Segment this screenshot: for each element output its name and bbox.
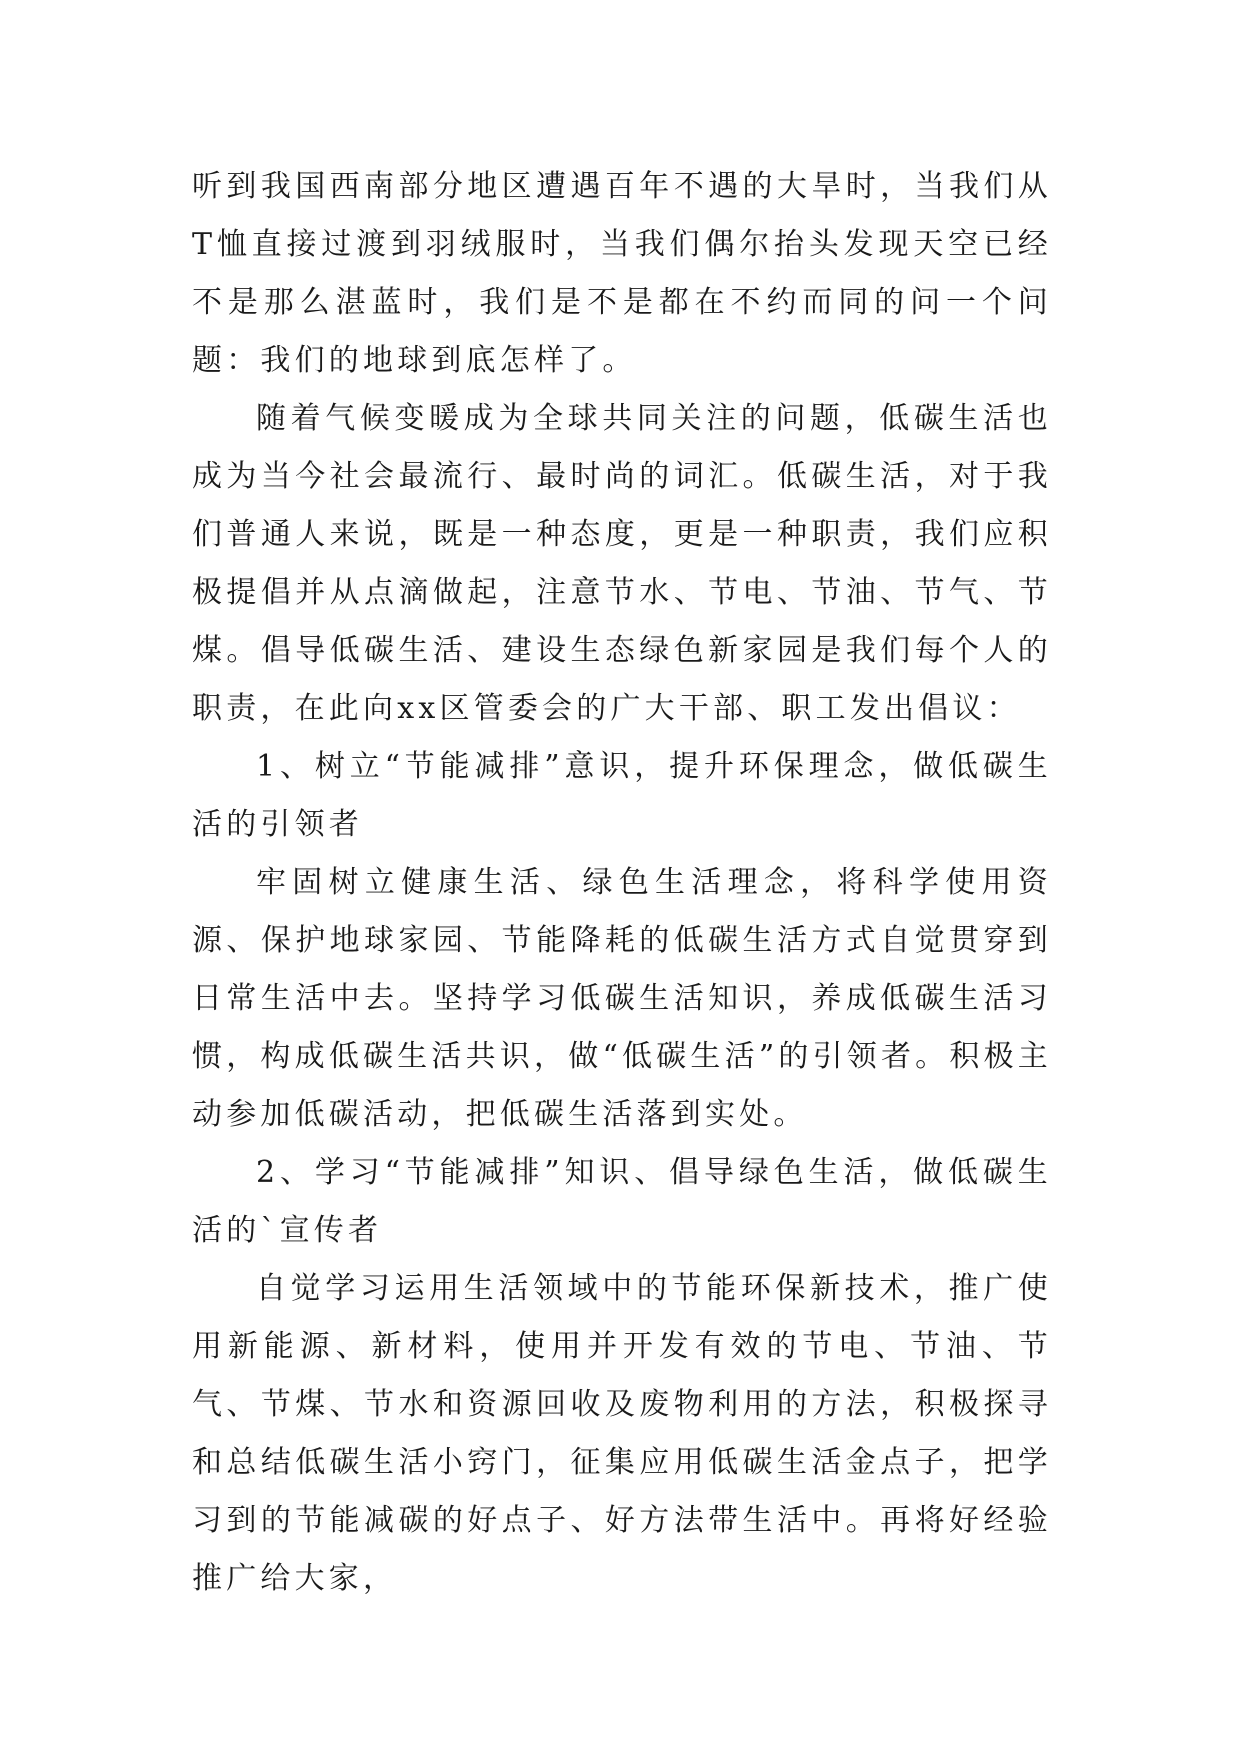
paragraph-item-1: 牢固树立健康生活、绿色生活理念，将科学使用资源、保护地球家园、节能降耗的低碳生活方式自觉贯穿到日常生活中去。坚持学习低碳生活知识，养成低碳生活习惯，构成低碳生活共识，做“低碳生活”的引领者。积极主动参加低碳活动，把低碳生活落到实处。 [192, 865, 1052, 1132]
heading-item-2: 2、学习“节能减排”知识、倡导绿色生活，做低碳生活的`宣传者 [192, 1155, 1052, 1248]
paragraph-item-2: 自觉学习运用生活领域中的节能环保新技术，推广使用新能源、新材料，使用并开发有效的节电、节油、节气、节煤、节水和资源回收及废物利用的方法，积极探寻和总结低碳生活小窍门，征集应用低碳生活金点子，把学习到的节能减碳的好点子、好方法带生活中。再将好经验推广给大家， [192, 1271, 1052, 1596]
paragraph-intro: 听到我国西南部分地区遭遇百年不遇的大旱时，当我们从T恤直接过渡到羽绒服时，当我们偶尔抬头发现天空已经不是那么湛蓝时，我们是不是都在不约而同的问一个问题：我们的地球到底怎样了。 [192, 169, 1052, 378]
heading-item-1: 1、树立“节能减排”意识，提升环保理念，做低碳生活的引领者 [192, 749, 1052, 842]
paragraph-climate: 随着气候变暖成为全球共同关注的问题，低碳生活也成为当今社会最流行、最时尚的词汇。低碳生活，对于我们普通人来说，既是一种态度，更是一种职责，我们应积极提倡并从点滴做起，注意节水、节电、节油、节气、节煤。倡导低碳生活、建设生态绿色新家园是我们每个人的职责，在此向xx区管委会的广大干部、职工发出倡议： [192, 401, 1052, 726]
document-body [192, 158, 1052, 1608]
